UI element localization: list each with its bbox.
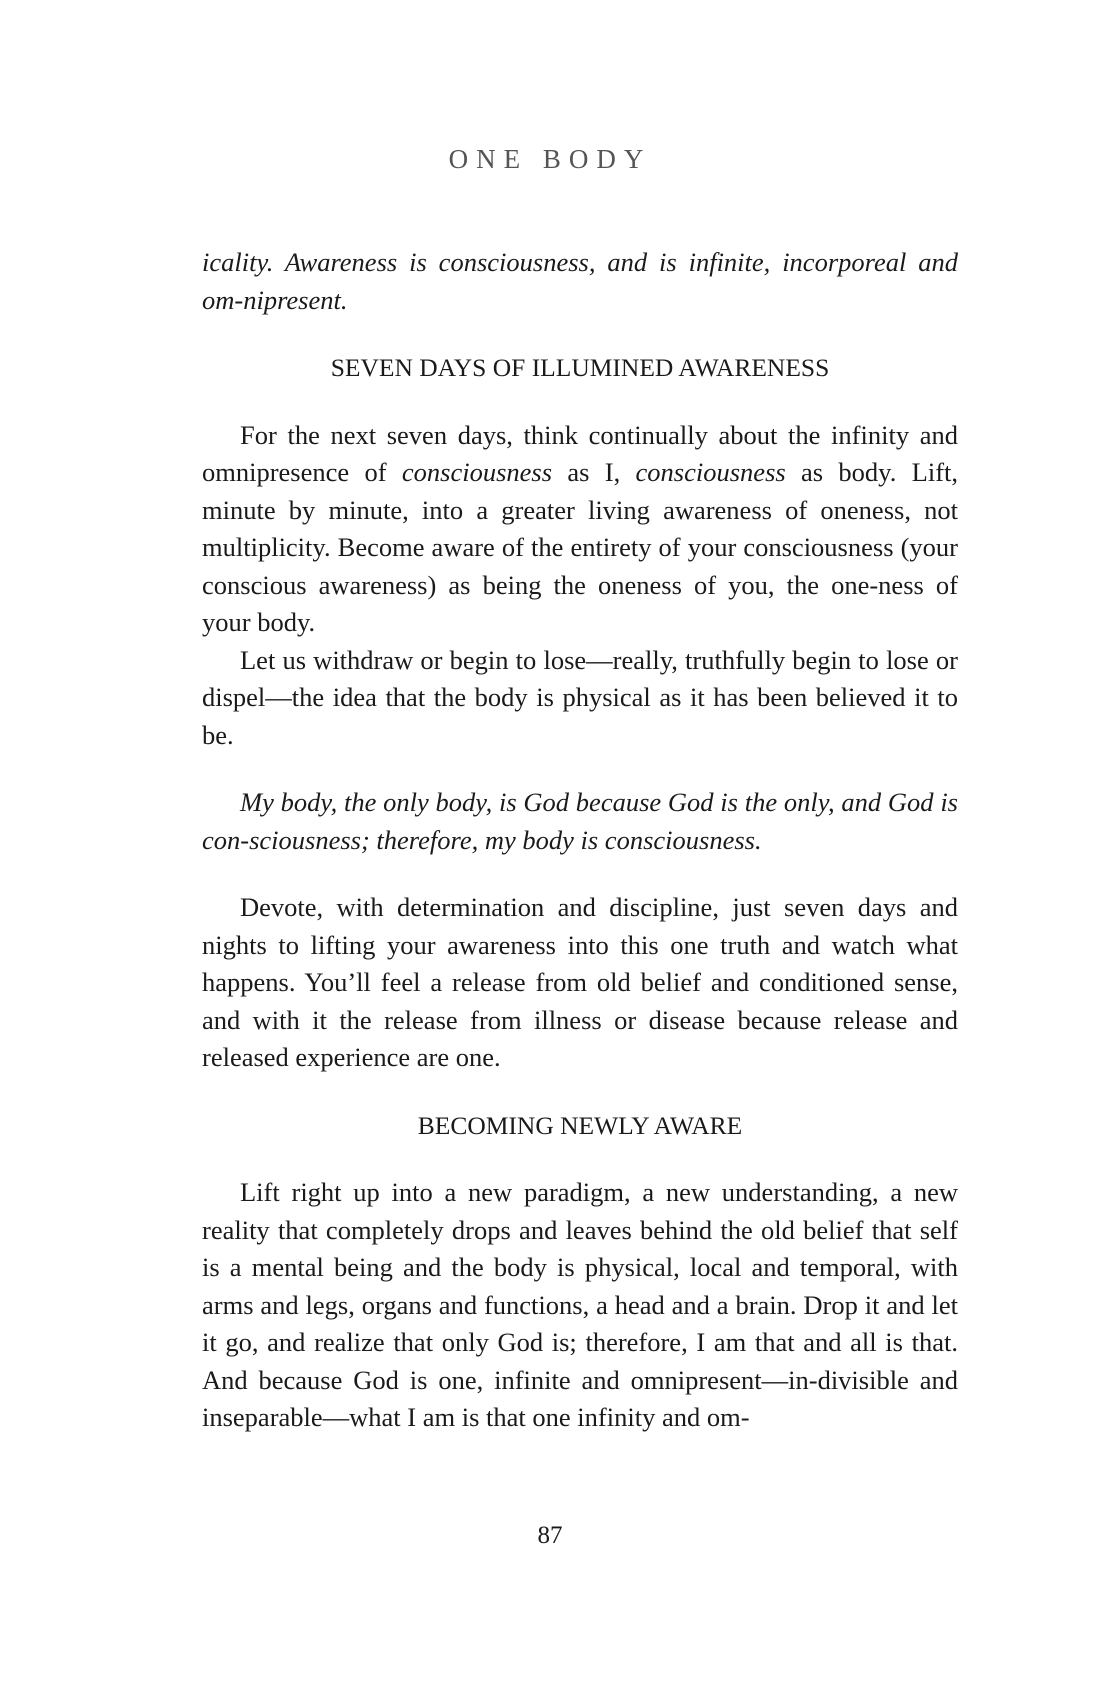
emphasis-consciousness: consciousness (635, 457, 786, 487)
text-column (202, 244, 958, 1437)
meditation-quote: My body, the only body, is God because God is the only, and God is con-sciousness; therefore, my body is consciousness. (202, 787, 958, 855)
paragraph-text: For the next seven days, think continually about the infinity and omnipresence of (202, 419, 958, 487)
paragraph-seven-days (202, 417, 958, 642)
paragraph-devote: Devote, with determination and discipline, just seven days and nights to lifting your awareness into this one truth and watch what happens. You’ll feel a release from old belief and conditioned sense, and with it the release from illness or disease because release and released experience are one. (202, 892, 958, 1072)
emphasis-consciousness: consciousness (401, 457, 553, 487)
continued-paragraph: icality. Awareness is consciousness, and is infinite, incorporeal and om-nipresent. (202, 247, 958, 315)
paragraph-lift: Lift right up into a new paradigm, a new understanding, a new reality that completely drops and leaves behind the old belief that self is a mental being and the body is physical, local and temporal, with arms and legs, organs and functions, a head and a brain. Drop it and let it go, and realize that only God is; therefore, I am that and all is that. And because God is one, infinite and omnipresent—in-divisible and inseparable—what I am is that one infinity and om- (202, 1177, 958, 1432)
section-heading-seven-days: SEVEN DAYS OF ILLUMINED AWARENESS (330, 353, 830, 382)
section-heading-newly-aware: BECOMING NEWLY AWARE (417, 1110, 743, 1140)
paragraph-text: as I, (552, 457, 636, 487)
page-number: 87 (537, 1522, 563, 1549)
paragraph-withdraw: Let us withdraw or begin to lose—really, truthfully begin to lose or dispel—the idea that the body is physical as it has been believed it to be. (202, 644, 958, 750)
running-head: ONE BODY (448, 144, 652, 174)
paragraph-text: as body. Lift, minute by minute, into a greater living awareness of oneness, not multiplicity. Become aware of the entirety of your consciousness (your conscious awareness) as being the oneness of you, the one-ness of your body. (202, 457, 959, 637)
